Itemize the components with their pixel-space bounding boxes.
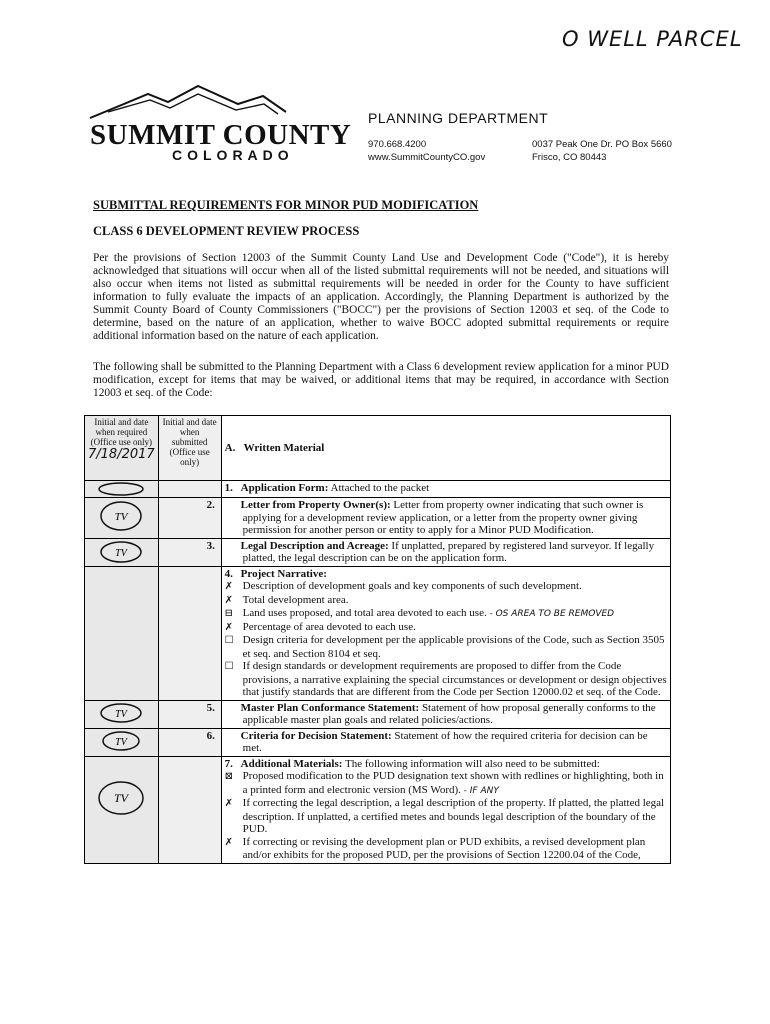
table-row: 1. Application Form: Attached to the packet [85, 481, 671, 498]
table-row: TV 2. Letter from Property Owner(s): Letter from property owner indicating that such owner is applying for a development review application, or a letter from the property owner giving permission for another person or entity to apply for a Minor PUD Modification. [85, 498, 671, 539]
logo-subtitle: COLORADO [172, 147, 294, 163]
list-item: ⊠ Proposed modification to the PUD designation text shown with redlines or highlighting, both in a printed form and electronic version (MS Word). - IF ANY [224, 770, 664, 796]
address-line-1: 0037 Peak One Dr. PO Box 5660 [532, 139, 672, 150]
table-row: 4. Project Narrative: ✗ Description of development goals and key components of such development. ✗ Total development area. ⊟ Land uses proposed, and total area devoted to each use. - OS AREA TO BE REMOVED ✗ Percentage of area devoted to each use. ☐ Design criteria for development per the applicable provisions of the Code, such as Section 3505 et seq. and Section 8104 et seq. ☐ If design standards or development requirements are proposed to differ from the Code provisions, a narrative explaining the special circumstances or development or design objectives that justify standards that are different from the Code per Section 12000.02 et seq. of the Code. [85, 566, 671, 700]
phone-number: 970.668.4200 [368, 139, 427, 150]
handwritten-note: - IF ANY [463, 785, 499, 796]
svg-text:TV: TV [114, 511, 128, 523]
mountain-logo-icon [88, 82, 288, 122]
initial-cell [85, 538, 159, 566]
initials-seal-icon [96, 499, 146, 533]
table-row: TV 3. Legal Description and Acreage: If unplatted, prepared by registered land surveyor. If legally platted, the legal description can be on the application form. [85, 538, 671, 566]
initials-seal-icon [95, 778, 147, 818]
table-row: TV 5. Master Plan Conformance Statement: Statement of how proposal generally conforms to the applicable master plan goals and related policies/actions. [85, 700, 671, 728]
handwritten-note: - OS AREA TO BE REMOVED [489, 609, 615, 619]
logo-wordmark: SUMMIT COUNTY [90, 119, 352, 151]
table-row: TV 6. Criteria for Decision Statement: Statement of how the required criteria for decision can be met. [85, 728, 671, 756]
handwritten-date: 7/18/2017 [88, 447, 155, 462]
list-item: ✗ Percentage of area devoted to each use. [224, 620, 416, 633]
initial-cell [85, 756, 159, 863]
website: www.SummitCountyCO.gov [368, 152, 486, 163]
table-row: TV 7. Additional Materials: The following information will also need to be submitted: ⊠ Proposed modification to the PUD designation text shown with redlines or highlighting, both in a printed form and electronic version (MS Word). - IF ANY ✗ If correcting the legal description, a legal description of the property. If platted, the platted legal description. If unplatted, a certified metes and bounds legal description of the boundary of the PUD. ✗ If correcting or revising the development plan or PUD exhibits, a revised development plan and/or exhibits for the proposed PUD, per the provisions of Section 12200.04 of the Code, [85, 756, 671, 863]
table-header-row [85, 416, 671, 481]
section-a-header: A. Written Material [221, 416, 670, 481]
document-subtitle: CLASS 6 DEVELOPMENT REVIEW PROCESS [93, 224, 360, 238]
section-title: Written Material [243, 441, 325, 454]
list-item: ✗ If correcting or revising the development plan or PUD exhibits, a revised development plan and/or exhibits for the proposed PUD, per the provisions of Section 12200.04 of the Code, [224, 835, 646, 861]
list-item: ☐ Design criteria for development per the applicable provisions of the Code, such as Section 3505 et seq. and Section 8104 et seq. [224, 634, 665, 660]
list-item: ⊟ Land uses proposed, and total area devoted to each use. - OS AREA TO BE REMOVED [224, 607, 615, 619]
requirements-table [84, 415, 671, 864]
initial-cell [85, 498, 159, 539]
list-item: ✗ If correcting the legal description, a legal description of the property. If platted, the platted legal description. If unplatted, a certified metes and bounds legal description of the boundary of the PUD. [224, 797, 665, 835]
initial-cell [85, 728, 159, 756]
col-required-header: Initial and date when required (Office use only) 7/18/2017 [85, 416, 159, 481]
list-item: ☐ If design standards or development requirements are proposed to differ from the Code provisions, a narrative explaining the special circumstances or development or design objectives that justify standards that are different from the Code per Section 12000.02 et seq. of the Code. [224, 660, 667, 698]
initial-cell [85, 481, 159, 498]
initials-seal-icon [96, 702, 146, 724]
intro-paragraph: Per the provisions of Section 12003 of the Summit County Land Use and Development Code ("Code"), it is hereby acknowledged that situations will occur when all of the listed submittal requirements will not be needed, and situations will also occur when items not listed as submittal requirements will be needed in order for the County to have sufficient information to fully evaluate the impacts of an application. Accordingly, the Planning Department is authorized by the Summit County Board of County Commissioners ("BOCC") per the provisions of Section 12003 et seq. of the Code to determine, based on the nature of an application, whether to waive BOCC adopted submittal requirements or require additional information based on the nature of each application. [93, 252, 669, 342]
address-line-2: Frisco, CO 80443 [532, 152, 607, 163]
svg-text:TV: TV [115, 708, 128, 720]
initials-seal-icon [96, 482, 146, 496]
svg-text:TV: TV [115, 736, 128, 748]
initials-seal-icon [96, 540, 146, 564]
svg-text:TV: TV [114, 790, 129, 805]
list-item: ✗ Description of development goals and key components of such development. [224, 580, 582, 592]
initials-seal-icon [96, 730, 146, 752]
list-item: ✗ Total development area. [224, 593, 349, 606]
department-name: PLANNING DEPARTMENT [368, 110, 549, 126]
col-submitted-header: Initial and date when submitted (Office use only) [158, 416, 221, 481]
svg-text:TV: TV [115, 547, 128, 559]
initial-cell [85, 700, 159, 728]
handwritten-annotation: O WELL PARCEL [562, 27, 743, 51]
submittal-paragraph: The following shall be submitted to the Planning Department with a Class 6 development review application for a minor PUD modification, except for items that may be waived, or additional items that may be required, in accordance with Section 12003 et seq. of the Code: [93, 361, 669, 399]
document-title: SUBMITTAL REQUIREMENTS FOR MINOR PUD MODIFICATION [93, 198, 479, 212]
